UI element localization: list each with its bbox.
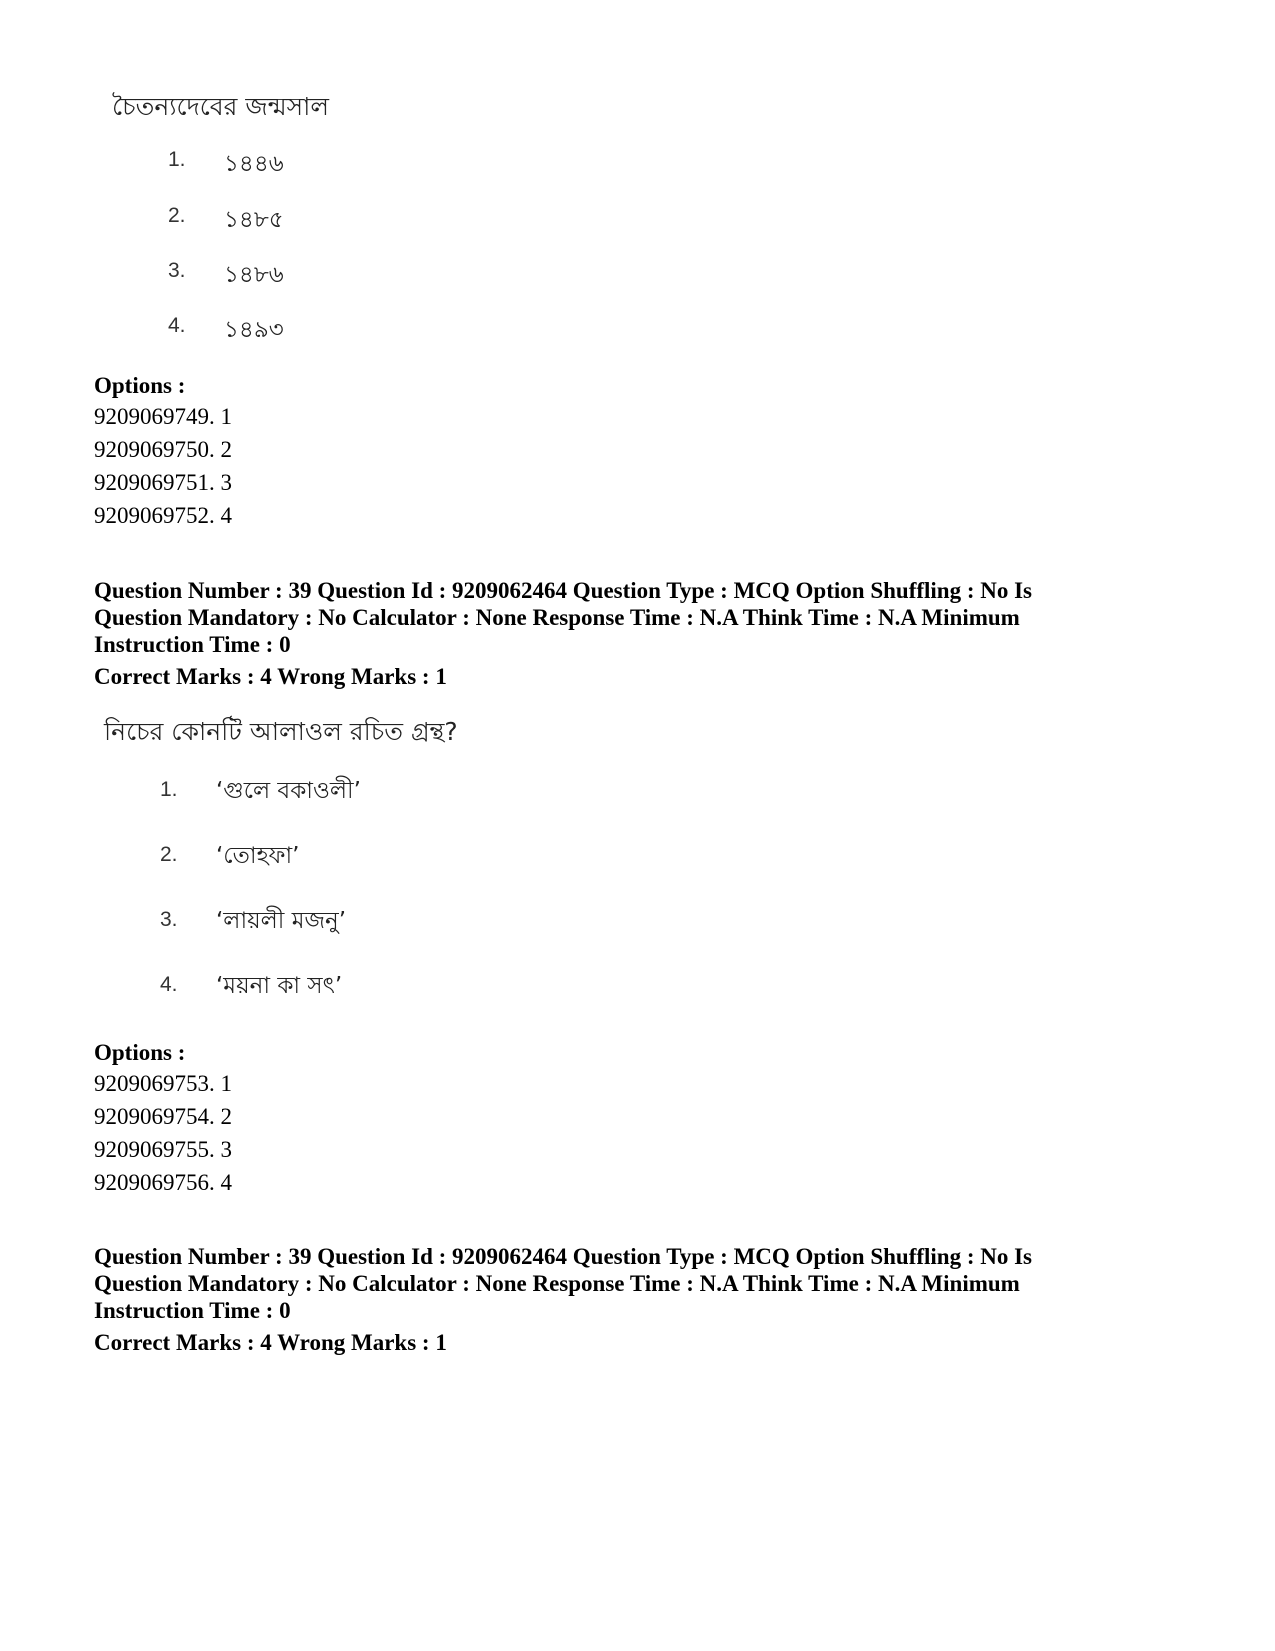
question-option-number: 3. xyxy=(160,908,178,931)
question-option-number: 1. xyxy=(160,778,178,801)
option-id: 9209069753. 1 xyxy=(94,1071,232,1096)
question-option-text: ১৪৮৬ xyxy=(224,262,284,288)
options-list xyxy=(94,400,232,532)
question-option-text: ১৪৮৫ xyxy=(224,207,284,233)
option-id: 9209069756. 4 xyxy=(94,1170,232,1195)
marks-info: Correct Marks : 4 Wrong Marks : 1 xyxy=(94,1330,447,1355)
question-option-number: 3. xyxy=(168,259,186,282)
option-id: 9209069750. 2 xyxy=(94,437,232,462)
question-option-number: 4. xyxy=(168,314,186,337)
marks-info: Correct Marks : 4 Wrong Marks : 1 xyxy=(94,664,447,689)
option-id: 9209069752. 4 xyxy=(94,503,232,528)
question-option-text: ১৪৯৩ xyxy=(224,317,284,343)
meta-line: Instruction Time : 0 xyxy=(94,1298,291,1323)
question-option-text: ‘লায়লী মজনু’ xyxy=(216,908,347,934)
meta-line: Question Number : 39 Question Id : 9209062464 Question Type : MCQ Option Shuffling : No Is xyxy=(94,1244,1033,1269)
question-option-text: ‘ময়না কা সৎ’ xyxy=(216,973,343,999)
question-meta xyxy=(94,577,1184,658)
option-id: 9209069749. 1 xyxy=(94,404,232,429)
question-option-text: ১৪৪৬ xyxy=(224,151,284,177)
option-id: 9209069751. 3 xyxy=(94,470,232,495)
question-option-text: ‘গুলে বকাওলী’ xyxy=(216,778,361,804)
meta-line: Question Mandatory : No Calculator : None Response Time : N.A Think Time : N.A Minimum xyxy=(94,605,1020,630)
meta-line: Question Mandatory : No Calculator : None Response Time : N.A Think Time : N.A Minimum xyxy=(94,1271,1020,1296)
meta-line: Question Number : 39 Question Id : 9209062464 Question Type : MCQ Option Shuffling : No Is xyxy=(94,578,1033,603)
question-option-number: 2. xyxy=(160,843,178,866)
options-label: Options : xyxy=(94,373,186,398)
options-label: Options : xyxy=(94,1040,186,1065)
options-list xyxy=(94,1067,232,1199)
meta-line: Instruction Time : 0 xyxy=(94,632,291,657)
option-id: 9209069755. 3 xyxy=(94,1137,232,1162)
question-meta xyxy=(94,1243,1184,1324)
question-option-number: 4. xyxy=(160,973,178,996)
option-id: 9209069754. 2 xyxy=(94,1104,232,1129)
question-option-number: 2. xyxy=(168,204,186,227)
question-text: নিচের কোনটি আলাওল রচিত গ্রন্থ? xyxy=(104,717,458,746)
question-option-number: 1. xyxy=(168,148,186,171)
question-option-text: ‘তোহফা’ xyxy=(216,843,300,869)
question-text: চৈতন্যদেবের জন্মসাল xyxy=(112,92,330,121)
